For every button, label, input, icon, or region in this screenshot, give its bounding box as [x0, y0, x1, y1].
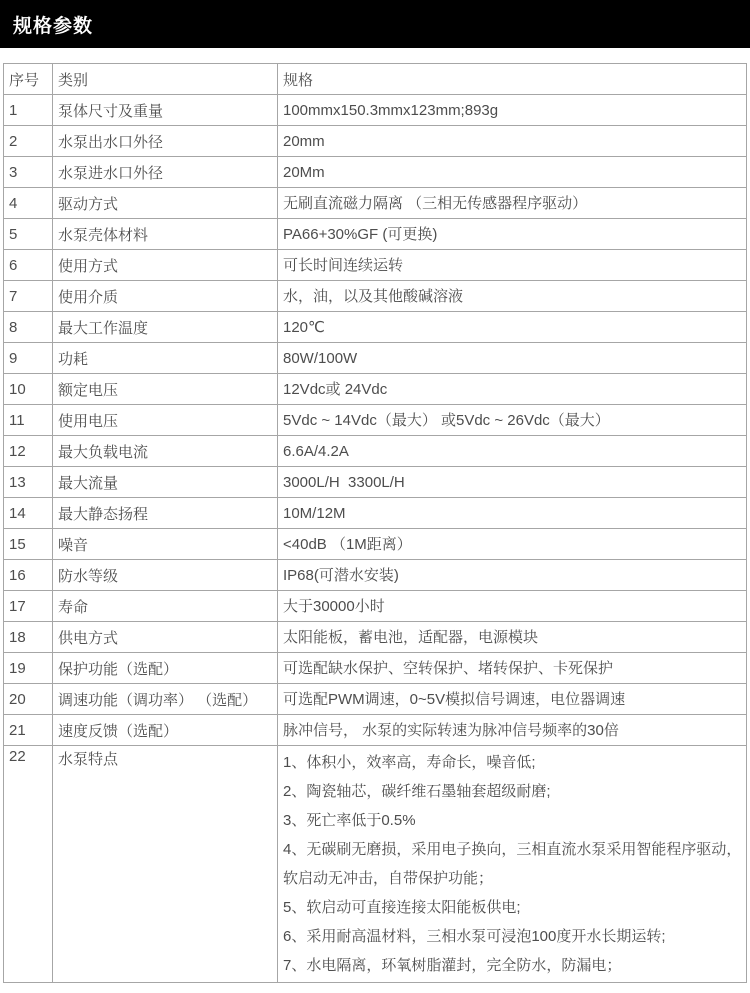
cell-category: 最大工作温度: [53, 312, 278, 343]
cell-category: 水泵出水口外径: [53, 126, 278, 157]
spec-table: [3, 63, 747, 983]
section-banner: [0, 0, 750, 48]
cell-no: 1: [4, 95, 53, 126]
spec-line: 80W/100W: [283, 349, 358, 367]
cell-no: 13: [4, 467, 53, 498]
cell-spec: [278, 467, 747, 498]
cell-category: 最大流量: [53, 467, 278, 498]
spec-line: 水，油，以及其他酸碱溶液: [283, 287, 464, 305]
page-title: 规格参数: [13, 15, 94, 37]
table-row: [4, 405, 747, 436]
cell-category: 使用方式: [53, 250, 278, 281]
spec-table-body: [4, 95, 747, 983]
table-row: [4, 157, 747, 188]
cell-spec: [278, 436, 747, 467]
spec-line: 7、水电隔离，环氧树脂灌封，完全防水，防漏电；: [283, 957, 622, 974]
spec-line: 3000L/H 3300L/H: [283, 473, 405, 491]
table-row: [4, 219, 747, 250]
table-row: [4, 684, 747, 715]
spec-line: 1、体积小，效率高，寿命长，噪音低;: [283, 754, 536, 771]
spec-line: 无刷直流磁力隔离 （三相无传感器程序驱动）: [283, 194, 588, 212]
cell-spec: [278, 219, 747, 250]
spec-line: 可选配PWM调速，0~5V模拟信号调速，电位器调速: [283, 690, 626, 708]
cell-spec: [278, 715, 747, 746]
spec-line: 太阳能板，蓄电池，适配器，电源模块: [283, 628, 539, 646]
table-row: [4, 653, 747, 684]
cell-no: 8: [4, 312, 53, 343]
cell-no: 2: [4, 126, 53, 157]
table-row: [4, 622, 747, 653]
cell-no: 6: [4, 250, 53, 281]
cell-category: 调速功能（调功率） （选配）: [53, 684, 278, 715]
cell-category: 额定电压: [53, 374, 278, 405]
cell-no: 17: [4, 591, 53, 622]
table-row: [4, 591, 747, 622]
table-row: [4, 188, 747, 219]
cell-spec: [278, 250, 747, 281]
cell-spec: [278, 157, 747, 188]
spec-table-wrap: [3, 63, 747, 983]
cell-category: 泵体尺寸及重量: [53, 95, 278, 126]
cell-spec: [278, 188, 747, 219]
cell-no: 12: [4, 436, 53, 467]
cell-category: 防水等级: [53, 560, 278, 591]
cell-no: 5: [4, 219, 53, 250]
table-row: [4, 560, 747, 591]
cell-category: 速度反馈（选配）: [53, 715, 278, 746]
spec-line: 5Vdc ~ 14Vdc（最大） 或5Vdc ~ 26Vdc（最大）: [283, 411, 610, 429]
table-row: [4, 95, 747, 126]
spec-line: 12Vdc或 24Vdc: [283, 380, 388, 398]
spec-line: 20mm: [283, 132, 325, 150]
cell-spec: [278, 312, 747, 343]
spec-line: 大于30000小时: [283, 597, 385, 615]
spec-line: 5、软启动可直接连接太阳能板供电;: [283, 899, 521, 916]
cell-spec: [278, 560, 747, 591]
cell-category: 最大静态扬程: [53, 498, 278, 529]
table-row: [4, 374, 747, 405]
cell-category: 最大负载电流: [53, 436, 278, 467]
cell-category: 寿命: [53, 591, 278, 622]
spec-line: 6、采用耐高温材料，三相水泵可浸泡100度开水长期运转;: [283, 928, 666, 945]
cell-no: 19: [4, 653, 53, 684]
cell-spec: [278, 653, 747, 684]
cell-category: 水泵进水口外径: [53, 157, 278, 188]
cell-spec: [278, 529, 747, 560]
table-row: [4, 498, 747, 529]
spec-line: 3、死亡率低于0.5%: [283, 812, 416, 829]
cell-spec: [278, 281, 747, 312]
cell-category: 水泵壳体材料: [53, 219, 278, 250]
table-row: [4, 715, 747, 746]
cell-category: 功耗: [53, 343, 278, 374]
table-row: [4, 746, 747, 983]
cell-category: 保护功能（选配）: [53, 653, 278, 684]
cell-category: 使用介质: [53, 281, 278, 312]
cell-no: 7: [4, 281, 53, 312]
cell-spec: [278, 405, 747, 436]
table-row: [4, 467, 747, 498]
cell-no: 20: [4, 684, 53, 715]
cell-no: 15: [4, 529, 53, 560]
cell-no: 18: [4, 622, 53, 653]
cell-no: 14: [4, 498, 53, 529]
cell-spec: [278, 126, 747, 157]
table-header-row: [4, 64, 747, 95]
spec-line: <40dB （1M距离）: [283, 535, 412, 553]
cell-no: 4: [4, 188, 53, 219]
col-header-category: 类别: [53, 64, 278, 95]
spec-line: 2、陶瓷轴芯，碳纤维石墨轴套超级耐磨;: [283, 783, 551, 800]
table-row: [4, 250, 747, 281]
spec-line: 可选配缺水保护、空转保护、堵转保护、卡死保护: [283, 659, 614, 677]
spec-line: 120℃: [283, 318, 325, 336]
spec-line: IP68(可潜水安装): [283, 566, 399, 584]
spec-line: PA66+30%GF (可更换): [283, 225, 438, 243]
cell-spec: [278, 591, 747, 622]
cell-no: 3: [4, 157, 53, 188]
cell-category: 供电方式: [53, 622, 278, 653]
table-row: [4, 126, 747, 157]
cell-spec: [278, 684, 747, 715]
spec-line: 可长时间连续运转: [283, 256, 404, 274]
spec-line: 20Mm: [283, 163, 325, 181]
cell-spec: [278, 374, 747, 405]
spec-line: 100mmx150.3mmx123mm;893g: [283, 101, 499, 119]
spec-line: 10M/12M: [283, 504, 346, 522]
table-row: [4, 529, 747, 560]
cell-category: 水泵特点: [53, 746, 278, 983]
table-row: [4, 312, 747, 343]
cell-spec: [278, 746, 747, 983]
cell-no: 22: [4, 746, 53, 983]
cell-spec: [278, 622, 747, 653]
cell-no: 10: [4, 374, 53, 405]
spec-line: 4、无碳刷无磨损，采用电子换向，三相直流水泵采用智能程序驱动，软启动无冲击，自带保护功能；: [283, 841, 742, 887]
col-header-spec: 规格: [278, 64, 747, 95]
spec-line: 脉冲信号， 水泵的实际转速为脉冲信号频率的30倍: [283, 721, 619, 739]
cell-category: 使用电压: [53, 405, 278, 436]
table-row: [4, 436, 747, 467]
col-header-no: 序号: [4, 64, 53, 95]
cell-category: 噪音: [53, 529, 278, 560]
cell-no: 21: [4, 715, 53, 746]
cell-no: 11: [4, 405, 53, 436]
table-row: [4, 281, 747, 312]
cell-spec: [278, 343, 747, 374]
cell-no: 9: [4, 343, 53, 374]
cell-spec: [278, 498, 747, 529]
cell-category: 驱动方式: [53, 188, 278, 219]
cell-spec: [278, 95, 747, 126]
table-row: [4, 343, 747, 374]
cell-no: 16: [4, 560, 53, 591]
spec-line: 6.6A/4.2A: [283, 442, 349, 460]
